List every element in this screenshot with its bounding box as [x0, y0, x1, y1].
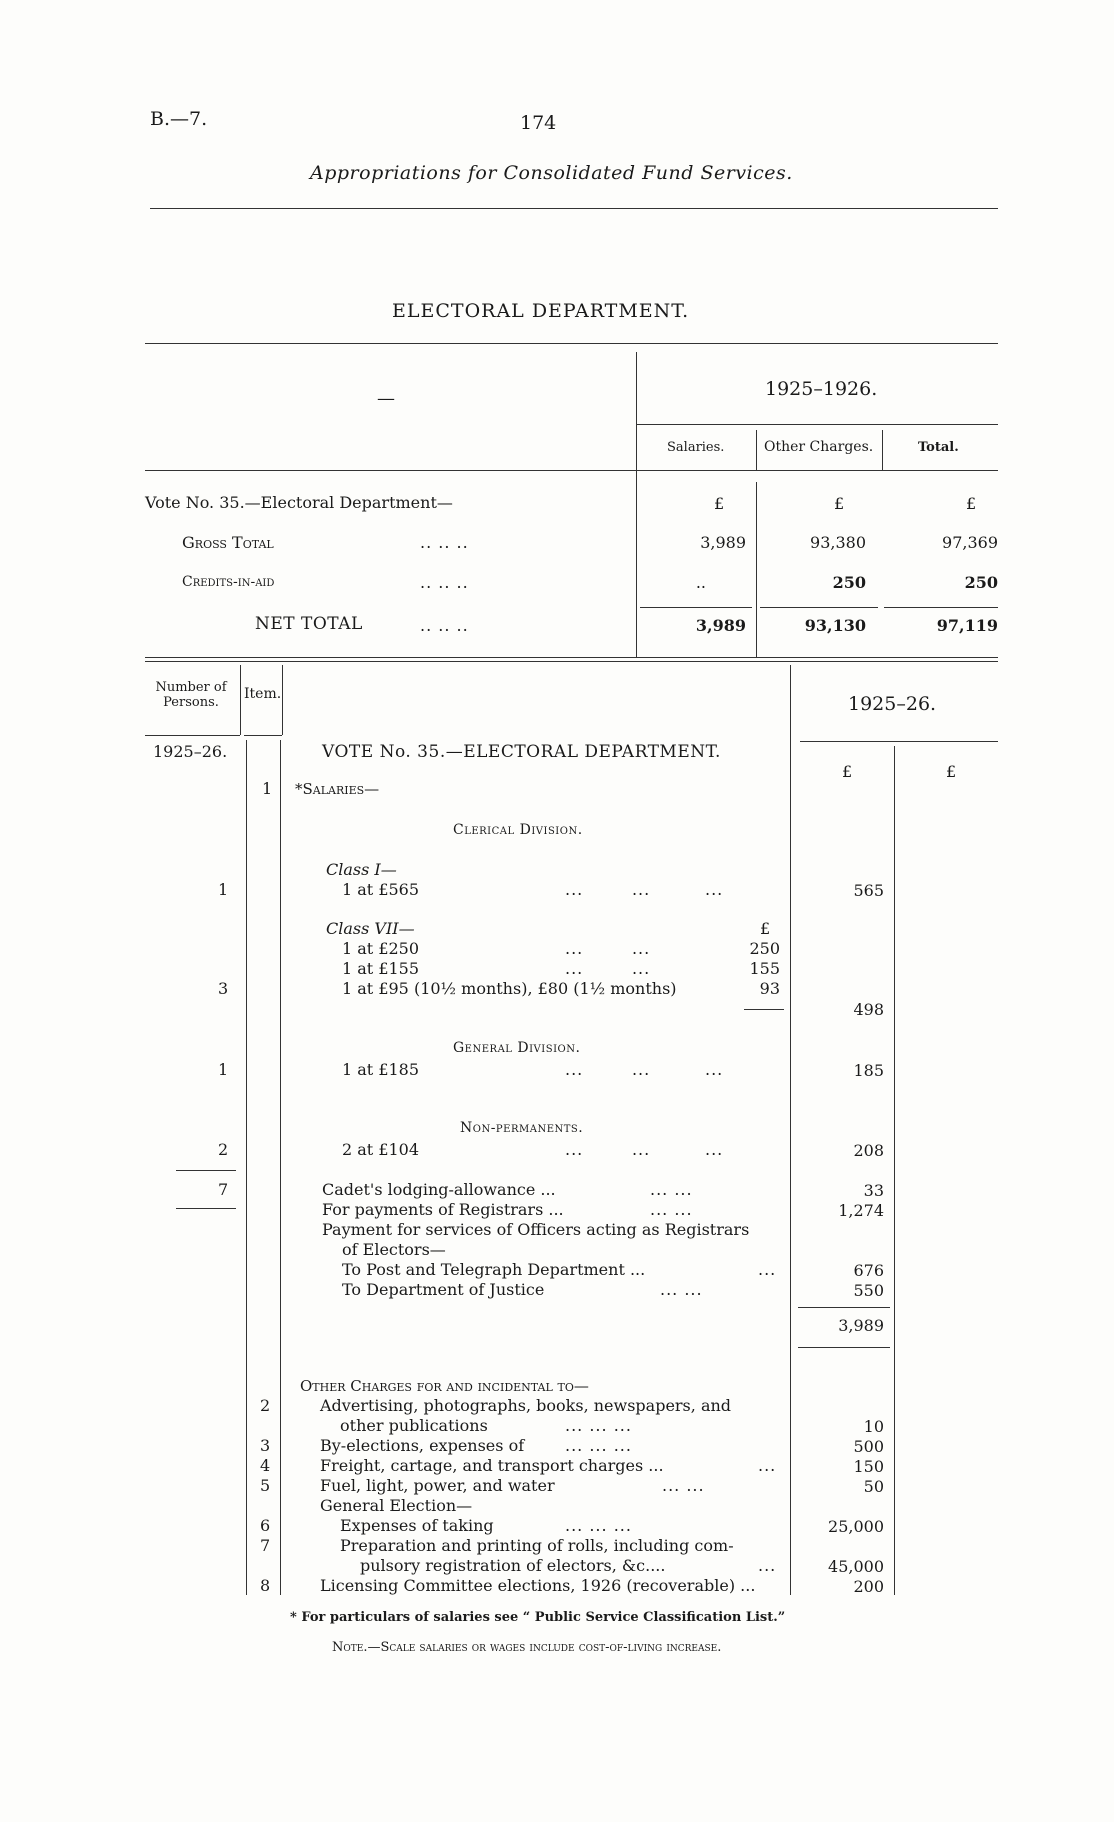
item-8: 8 — [260, 1576, 271, 1595]
class-vii-line-2: 1 at £155 — [342, 959, 420, 978]
services-line-2: of Electors— — [342, 1240, 446, 1259]
class-vii-label: Class VII— — [326, 919, 415, 938]
general-line: 1 at £185 — [342, 1060, 420, 1079]
post-telegraph-line: To Post and Telegraph Department ... — [342, 1260, 646, 1279]
col-salaries-header: Salaries. — [667, 440, 725, 455]
freight-line: Freight, cartage, and transport charges ... — [320, 1456, 664, 1475]
salaries-total: 3,989 — [838, 1316, 884, 1335]
item-5: 5 — [260, 1476, 271, 1495]
page-subtitle: Appropriations for Consolidated Fund Services. — [310, 162, 793, 184]
registrars-payments-line: For payments of Registrars ... — [322, 1200, 564, 1219]
currency-col2: £ — [946, 762, 957, 781]
currency-col1: £ — [842, 762, 853, 781]
general-amount: 185 — [853, 1061, 884, 1080]
class-i-line: 1 at £565 — [342, 880, 420, 899]
class-vii-currency: £ — [760, 919, 771, 938]
scale-salaries-note: Note.—Scale salaries or wages include cost-of-living increase. — [332, 1640, 722, 1655]
item-2: 2 — [260, 1396, 271, 1415]
general-election-heading: General Election— — [320, 1496, 473, 1515]
non-permanents-amount: 208 — [853, 1141, 884, 1160]
class-i-label: Class I— — [326, 860, 397, 879]
header-rule — [150, 208, 998, 209]
net-total-label: NET TOTAL — [255, 614, 363, 634]
vote-label: Vote No. 35.—Electoral Department— — [145, 493, 453, 512]
net-total-other: 93,130 — [804, 616, 866, 635]
item-7: 7 — [260, 1536, 271, 1555]
class-vii-line-3: 1 at £95 (10½ months), £80 (1½ months) — [342, 979, 677, 998]
licensing-line: Licensing Committee elections, 1926 (recoverable) ... — [320, 1576, 756, 1595]
class-i-amount: 565 — [853, 881, 884, 900]
class-vii-persons: 3 — [218, 979, 229, 998]
summary-left-header: — — [377, 388, 395, 409]
document-reference: B.—7. — [150, 108, 208, 130]
gross-total-label: Gross Total — [182, 533, 274, 552]
item-3: 3 — [260, 1436, 271, 1455]
services-line-1: Payment for services of Officers acting as Registrars — [322, 1220, 750, 1239]
gross-total-leader: .. .. .. — [420, 533, 469, 552]
clerical-division-heading: Clerical Division. — [453, 822, 583, 838]
item-6: 6 — [260, 1516, 271, 1535]
post-telegraph-amount: 676 — [853, 1261, 884, 1280]
fuel-amount: 50 — [863, 1477, 884, 1496]
advertising-line-2: other publications — [340, 1416, 488, 1435]
col-total-header: Total. — [918, 440, 959, 455]
class-vii-line-1: 1 at £250 — [342, 939, 420, 958]
rolls-line-1: Preparation and printing of rolls, including com- — [340, 1536, 734, 1555]
credits-in-aid-total: 250 — [964, 573, 998, 592]
summary-year-header: 1925–1926. — [765, 378, 878, 400]
credits-in-aid-leader: .. .. .. — [420, 573, 469, 592]
fuel-line: Fuel, light, power, and water — [320, 1476, 555, 1495]
rolls-amount: 45,000 — [828, 1557, 884, 1576]
department-title: ELECTORAL DEPARTMENT. — [392, 300, 690, 322]
registrars-payments-amount: 1,274 — [838, 1201, 884, 1220]
cadet-lodging-line: Cadet's lodging-allowance ... — [322, 1180, 556, 1199]
credits-in-aid-label: Credits-in-aid — [182, 574, 275, 590]
item-1: 1 — [262, 779, 273, 798]
total-persons: 7 — [218, 1180, 229, 1199]
credits-in-aid-other: 250 — [832, 573, 866, 592]
col-year-header: 1925–26. — [848, 693, 937, 715]
credits-in-aid-salaries: .. — [695, 573, 706, 592]
justice-line: To Department of Justice — [342, 1280, 545, 1299]
licensing-amount: 200 — [853, 1577, 884, 1596]
by-elections-line: By-elections, expenses of — [320, 1436, 525, 1455]
rolls-line-2: pulsory registration of electors, &c.... — [360, 1556, 666, 1575]
other-charges-heading: Other Charges for and incidental to— — [300, 1377, 589, 1395]
net-total-total: 97,119 — [936, 616, 998, 635]
gross-total-total: 97,369 — [942, 533, 998, 552]
vote-title: VOTE No. 35.—ELECTORAL DEPARTMENT. — [322, 742, 721, 762]
advertising-amount: 10 — [863, 1417, 884, 1436]
class-i-persons: 1 — [218, 880, 229, 899]
net-total-leader: .. .. .. — [420, 616, 469, 635]
non-permanents-heading: Non-permanents. — [460, 1120, 584, 1136]
general-persons: 1 — [218, 1060, 229, 1079]
col-other-charges-header: Other Charges. — [764, 439, 874, 455]
currency-total: £ — [966, 494, 977, 513]
col-item: Item. — [244, 686, 282, 702]
net-total-salaries: 3,989 — [695, 616, 746, 635]
gross-total-salaries: 3,989 — [700, 533, 746, 552]
document-page: B.—7. 174 Appropriations for Consolidated Fund Services. ELECTORAL DEPARTMENT. — 1925–1926. Salaries. Other Charges. Total. Vote No. 35.—Electoral Department— £ £ £ Gross Total .. .. .. 3,989 93,380 97,369 Credits-in-aid .. .. .. .. 250 250 NET TOTAL .. .. .. 3,989 93,130 97,119 Number of Persons. Item. 1925–26. 1925–26. VOTE No. 35.—ELECTORAL DEPARTMENT. £ £ 1 *Salaries— Clerical Division. Class I— 1 at £565 ... ... ... 1 565 Class VII— £ 1 at £250 ... ... 250 1 at £155 ... ... 155 1 at £95 (10½ months), £80 (1½ months) 93 3 498 General Division. 1 at £185 ... ... ... 1 185 Non-permanents. 2 at £104 ... ... ... 2 208 7 Cadet's lodging-allowance ... ... ... 33 For payments of Registrars ... ... ... 1,274 Payment for services of Officers acting as Registrars of Electors— To Post and Telegraph Department ... ... 676 To Department of Justice ... ... 550 3,989 Other Charges for and incidental to— 2 Advertising, photographs, books, newspapers, and other publications ... ... ... 10 3 By-elections, expenses of ... ... ... 500 4 Freight, cartage, and transport charges ... ... 150 5 Fuel, light, power, and water ... ... 50 General Election— 6 Expenses of taking ... ... ... 25,000 7 Preparation and printing of rolls, including com- pulsory registration of electors, &c.... ... 45,000 8 Licensing Committee elections, 1926 (recoverable) ... 200 * For particulars of salaries see “ Public Service Classification List.” Note.—Scale salaries or wages include cost-of-living increase. — [0, 0, 1114, 1822]
class-vii-amount-3: 93 — [759, 979, 780, 998]
general-division-heading: General Division. — [453, 1040, 581, 1056]
expenses-of-taking-amount: 25,000 — [828, 1517, 884, 1536]
currency-other: £ — [834, 494, 845, 513]
persons-year: 1925–26. — [153, 742, 228, 761]
advertising-line-1: Advertising, photographs, books, newspapers, and — [320, 1396, 732, 1415]
class-vii-amount-2: 155 — [749, 959, 780, 978]
justice-amount: 550 — [853, 1281, 884, 1300]
class-vii-amount-1: 250 — [749, 939, 780, 958]
cadet-lodging-amount: 33 — [863, 1181, 884, 1200]
currency-salaries: £ — [714, 494, 725, 513]
page-number: 174 — [520, 112, 557, 134]
non-permanents-line: 2 at £104 — [342, 1140, 420, 1159]
gross-total-other: 93,380 — [810, 533, 866, 552]
non-permanents-persons: 2 — [218, 1140, 229, 1159]
col-number-of-persons: Number of Persons. — [155, 680, 227, 710]
class-vii-total: 498 — [853, 1000, 884, 1019]
by-elections-amount: 500 — [853, 1437, 884, 1456]
expenses-of-taking-line: Expenses of taking — [340, 1516, 494, 1535]
salaries-heading: *Salaries— — [295, 780, 380, 798]
freight-amount: 150 — [853, 1457, 884, 1476]
item-4: 4 — [260, 1456, 271, 1475]
salaries-footnote: * For particulars of salaries see “ Public Service Classification List.” — [290, 1610, 786, 1625]
